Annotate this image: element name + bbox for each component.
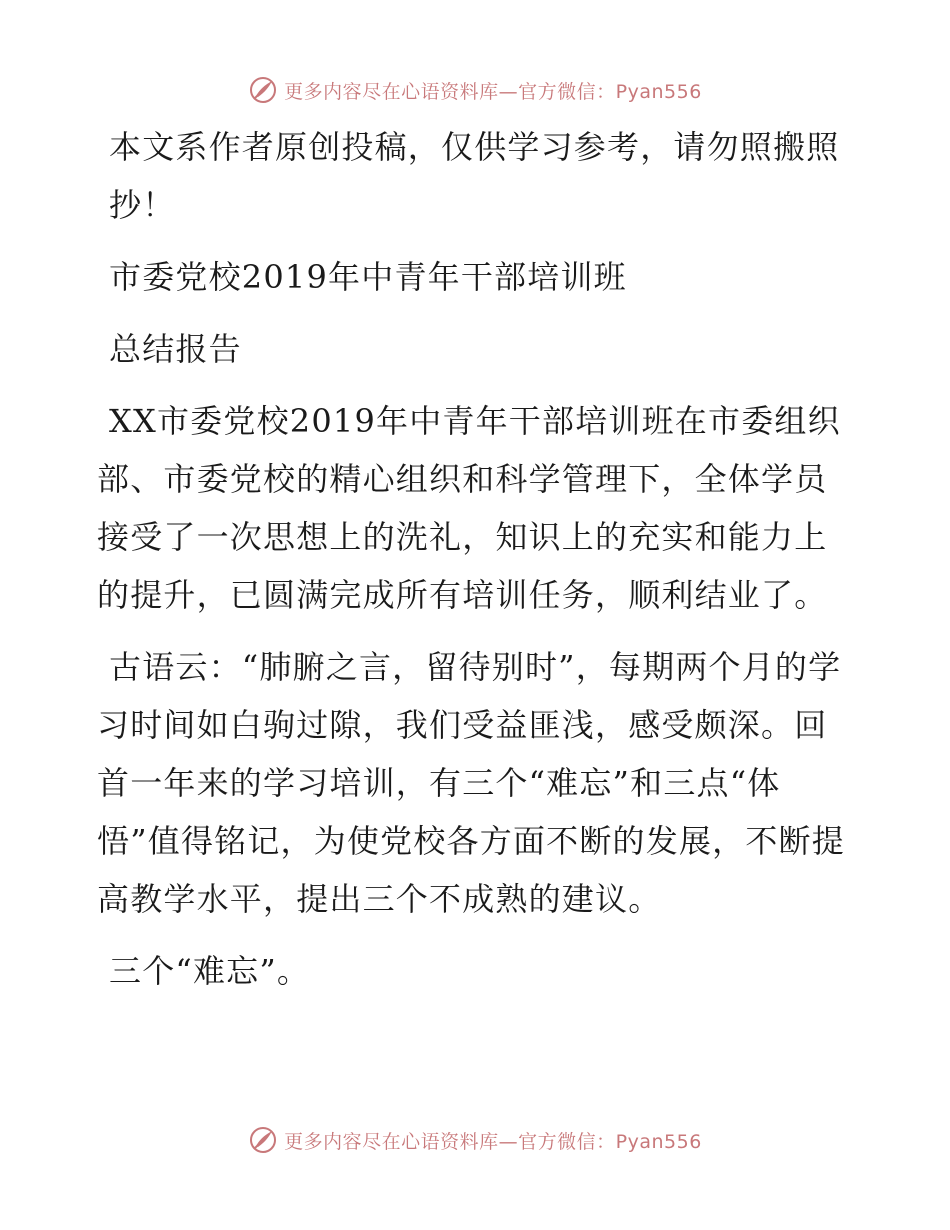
document-body xyxy=(97,118,857,1000)
notice-text: 本文系作者原创投稿，仅供学习参考，请勿照搬照抄！ xyxy=(109,128,840,224)
watermark-text: 更多内容尽在心语资料库—官方微信：Pyan556 xyxy=(284,1130,702,1153)
footer-watermark xyxy=(0,1120,950,1160)
document-title-line2: 总结报告 xyxy=(109,330,242,368)
quill-logo-icon xyxy=(248,75,278,105)
document-title-line1: 市委党校2019年中青年干部培训班 xyxy=(109,258,627,296)
quill-logo-icon xyxy=(248,1125,278,1155)
header-watermark xyxy=(0,70,950,110)
section-heading: 三个“难忘”。 xyxy=(109,952,311,990)
body-paragraph-2: 古语云：“肺腑之言，留待别时”，每期两个月的学习时间如白驹过隙，我们受益匪浅，感受颇深。回首一年来的学习培训，有三个“难忘”和三点“体悟”值得铭记，为使党校各方面不断的发展，不断提高教学水平，提出三个不成熟的建议。 xyxy=(97,648,845,918)
body-paragraph-1: XX市委党校2019年中青年干部培训班在市委组织部、市委党校的精心组织和科学管理下，全体学员接受了一次思想上的洗礼，知识上的充实和能力上的提升，已圆满完成所有培训任务，顺利结业了。 xyxy=(97,402,841,614)
watermark-text: 更多内容尽在心语资料库—官方微信：Pyan556 xyxy=(284,80,702,103)
